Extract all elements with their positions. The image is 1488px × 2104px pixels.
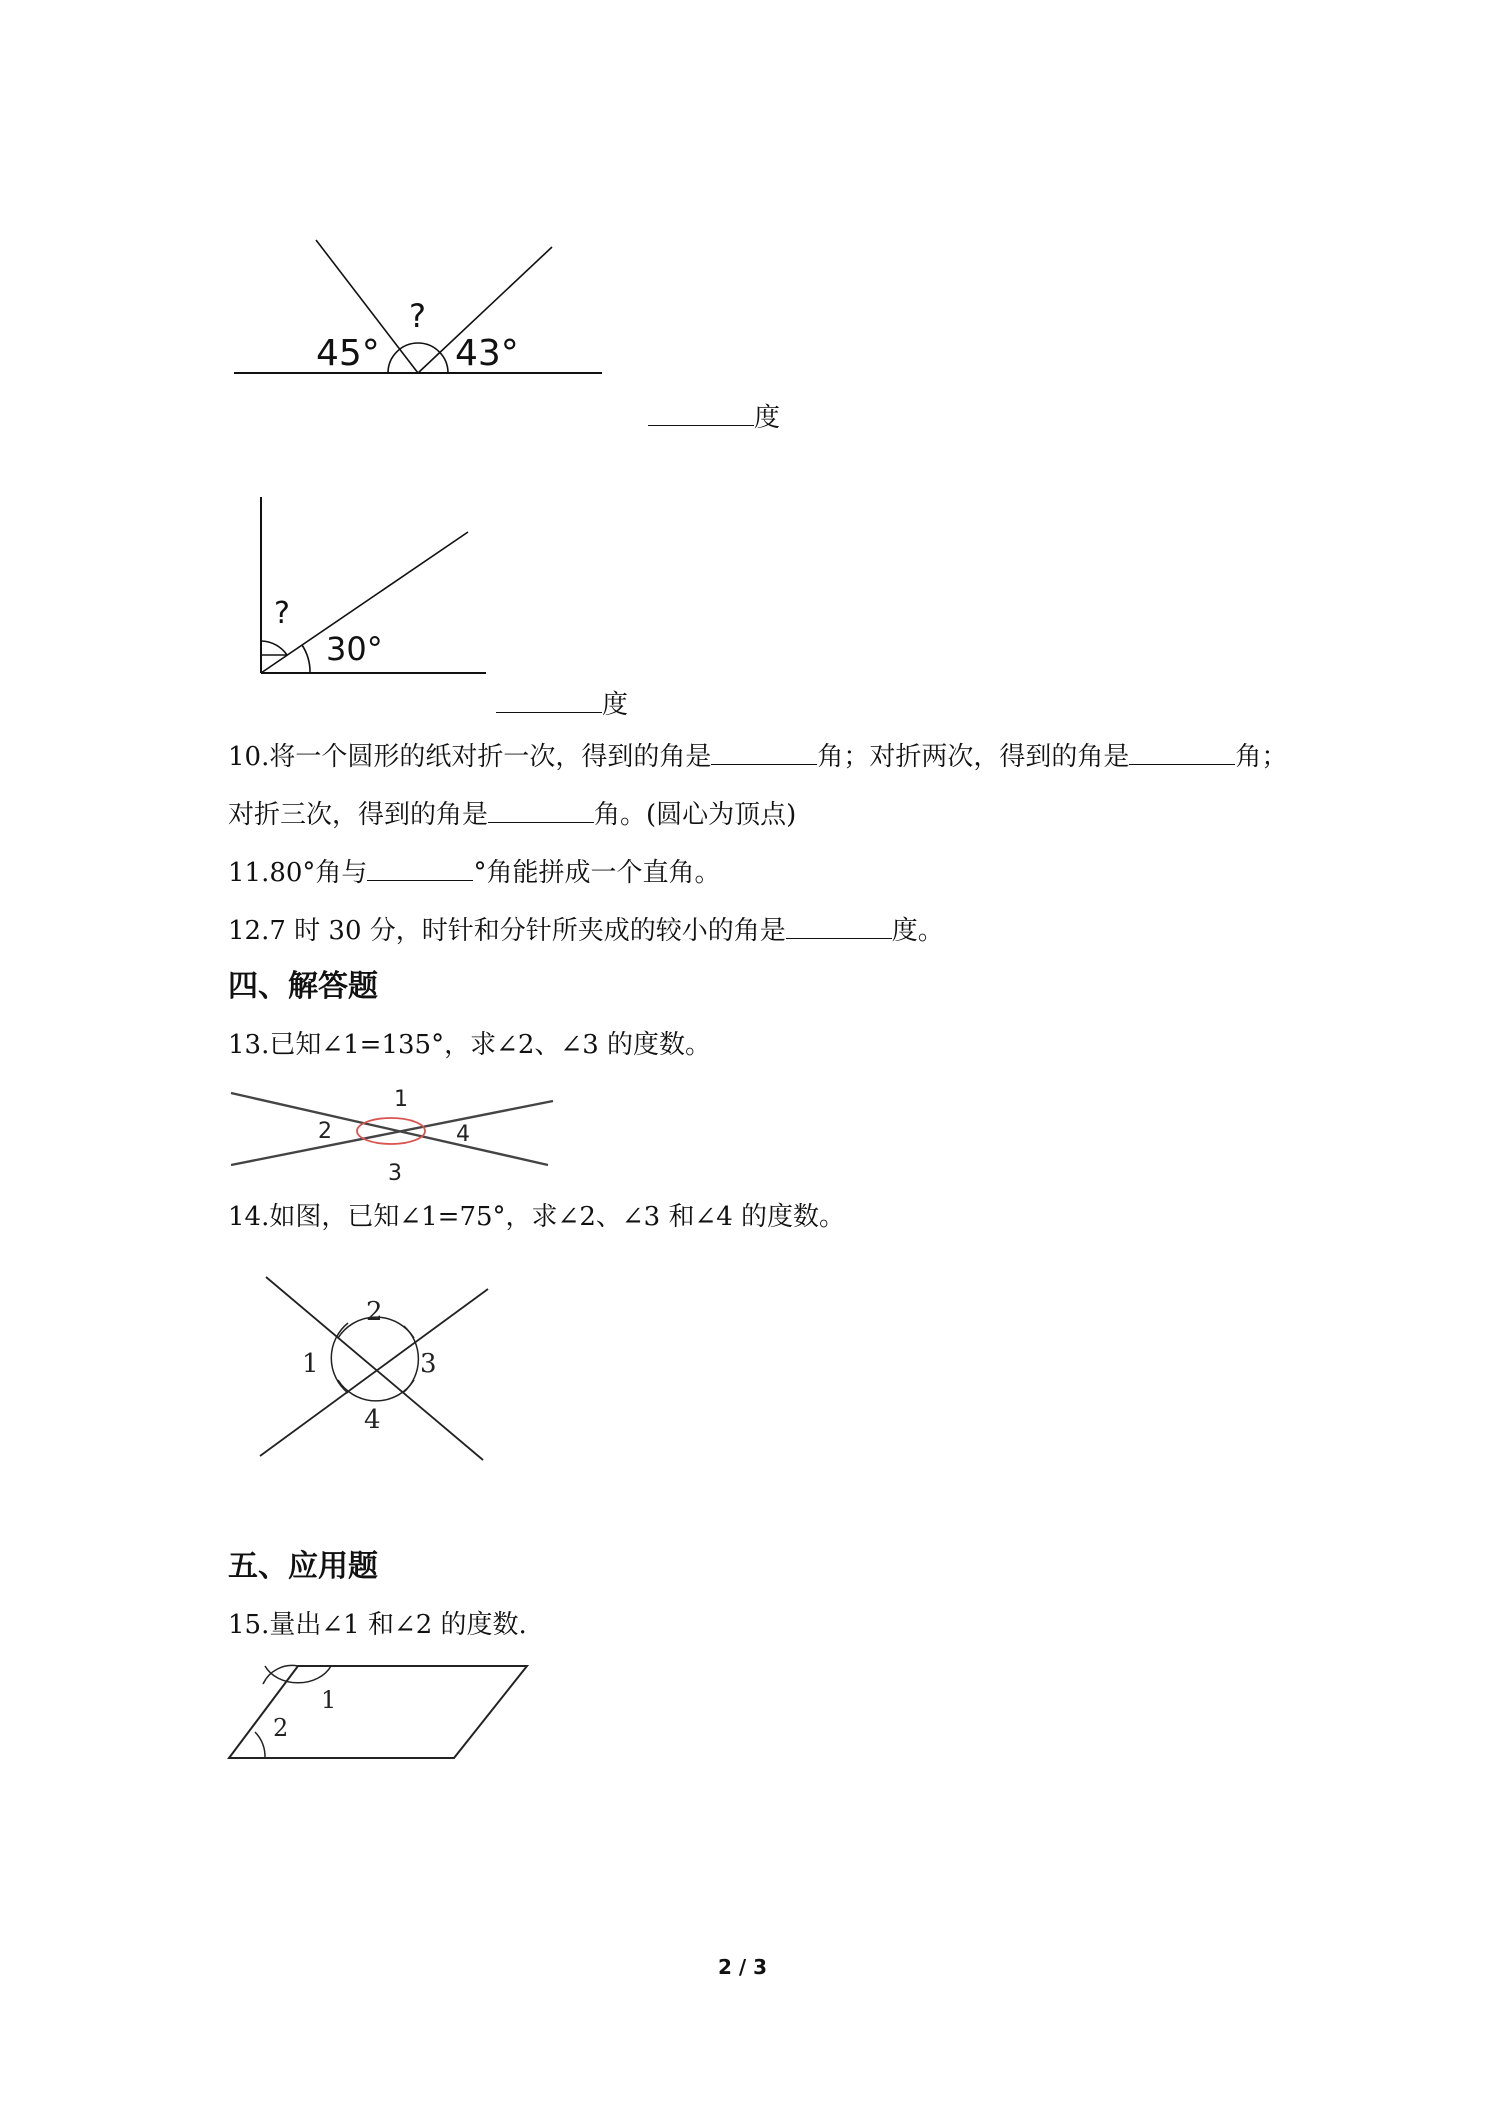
q13-label-4: 4 — [456, 1122, 470, 1147]
q14-label-1: 1 — [302, 1349, 319, 1379]
question-10-line-2: 对折三次，得到的角是 角。(圆心为顶点) — [228, 800, 797, 830]
q14-label-4: 4 — [364, 1405, 381, 1435]
figure-right-angle-30 — [250, 495, 490, 680]
question-15: 15.量出∠1 和∠2 的度数. — [228, 1610, 527, 1640]
question-12: 12.7 时 30 分，时针和分针所夹成的较小的角是 度。 — [228, 916, 944, 946]
q13-label-3: 3 — [388, 1161, 402, 1185]
question-13: 13.已知∠1=135°，求∠2、∠3 的度数。 — [228, 1030, 712, 1060]
answer-blank-q10-3[interactable] — [488, 798, 594, 823]
section-heading-5: 五、应用题 — [228, 1549, 378, 1584]
figure-q14-crossing-lines — [248, 1268, 498, 1468]
page-number: 2 / 3 — [718, 1955, 768, 1979]
question-10-line-1: 10.将一个圆形的纸对折一次，得到的角是 角；对折两次，得到的角是 角； — [228, 742, 1288, 772]
angle-label-unknown-b: ? — [274, 596, 290, 631]
answer-blank-b[interactable] — [496, 688, 602, 713]
answer-line-b: 度 — [496, 688, 628, 722]
q13-label-2: 2 — [318, 1119, 332, 1144]
angle-label-30: 30° — [326, 630, 383, 668]
q15-label-2: 2 — [273, 1714, 289, 1742]
q14-label-3: 3 — [420, 1349, 437, 1379]
answer-line-a: 度 — [648, 401, 780, 435]
question-11: 11.80°角与 °角能拼成一个直角。 — [228, 858, 721, 888]
figure-q13-crossing-lines — [228, 1085, 568, 1185]
q14-label-2: 2 — [366, 1297, 383, 1327]
answer-blank-q10-2[interactable] — [1129, 740, 1235, 765]
figure-angles-45-43 — [230, 235, 610, 385]
question-14: 14.如图，已知∠1=75°，求∠2、∠3 和∠4 的度数。 — [228, 1202, 846, 1232]
answer-blank-a[interactable] — [648, 401, 754, 426]
angle-label-unknown: ? — [409, 297, 426, 335]
section-heading-4: 四、解答题 — [228, 969, 378, 1004]
q15-label-1: 1 — [321, 1686, 337, 1714]
answer-blank-q10-1[interactable] — [711, 740, 817, 765]
answer-blank-q11[interactable] — [367, 856, 473, 881]
angle-label-right: 43° — [455, 333, 519, 374]
angle-label-left: 45° — [316, 333, 380, 374]
figure-q15-parallelogram — [225, 1660, 535, 1770]
answer-blank-q12[interactable] — [786, 914, 892, 939]
q13-label-1: 1 — [394, 1087, 408, 1112]
